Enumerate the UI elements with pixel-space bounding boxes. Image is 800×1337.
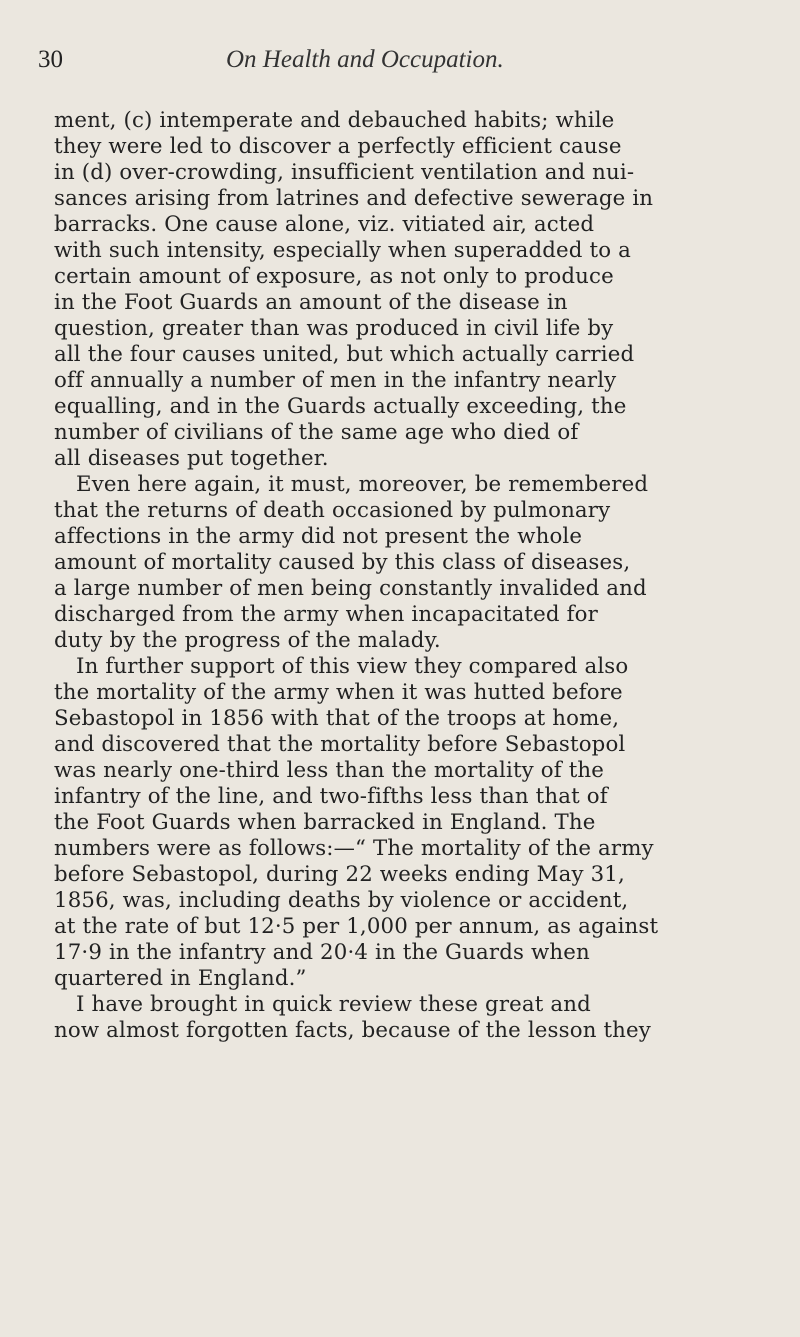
text-line: all diseases put together.	[54, 446, 329, 471]
text-line: the Foot Guards when barracked in England. The	[54, 810, 596, 835]
text-line: in (d) over-crowding, insufficient ventilation and nui-	[54, 160, 635, 185]
text-line: infantry of the line, and two-fifths less than that of	[54, 784, 608, 809]
text-line: the mortality of the army when it was hutted before	[54, 680, 623, 705]
text-line: barracks. One cause alone, viz. vitiated air, acted	[54, 212, 595, 237]
text-line: all the four causes united, but which actually carried	[54, 342, 635, 367]
text-line: number of civilians of the same age who died of	[54, 420, 579, 445]
text-line: Sebastopol in 1856 with that of the troops at home,	[54, 706, 620, 731]
text-line: duty by the progress of the malady.	[54, 628, 441, 653]
running-title: On Health and Occupation.	[226, 46, 504, 73]
text-line: affections in the army did not present the whole	[54, 524, 583, 549]
text-line: with such intensity, especially when superadded to a	[54, 238, 631, 263]
page-header	[38, 46, 758, 86]
page-number: 30	[38, 46, 63, 73]
text-line: now almost forgotten facts, because of the lesson they	[54, 1018, 651, 1043]
paragraph-start-line: Even here again, it must, moreover, be remembered	[76, 472, 649, 497]
text-line: sances arising from latrines and defective sewerage in	[54, 186, 654, 211]
text-line: quartered in England.”	[54, 966, 307, 991]
text-line: and discovered that the mortality before Sebastopol	[54, 732, 626, 757]
text-line: 1856, was, including deaths by violence or accident,	[54, 888, 629, 913]
text-line: equalling, and in the Guards actually exceeding, the	[54, 394, 627, 419]
text-line: numbers were as follows:—“ The mortality of the army	[54, 836, 654, 861]
text-line: 17·9 in the infantry and 20·4 in the Guards when	[54, 940, 590, 965]
text-line: that the returns of death occasioned by pulmonary	[54, 498, 611, 523]
text-line: they were led to discover a perfectly efficient cause	[54, 134, 622, 159]
text-line: certain amount of exposure, as not only to produce	[54, 264, 614, 289]
text-line: discharged from the army when incapacitated for	[54, 602, 598, 627]
text-line: a large number of men being constantly invalided and	[54, 576, 647, 601]
text-line: in the Foot Guards an amount of the disease in	[54, 290, 568, 315]
text-line: before Sebastopol, during 22 weeks ending May 31,	[54, 862, 625, 887]
text-line: at the rate of but 12·5 per 1,000 per annum, as against	[54, 914, 659, 939]
paragraph-start-line: In further support of this view they compared also	[76, 654, 629, 679]
text-line: was nearly one-third less than the mortality of the	[54, 758, 605, 783]
paragraph-start-line: I have brought in quick review these great and	[76, 992, 591, 1017]
text-line: question, greater than was produced in civil life by	[54, 316, 614, 341]
text-line: amount of mortality caused by this class of diseases,	[54, 550, 631, 575]
text-line: off annually a number of men in the infantry nearly	[54, 368, 617, 393]
text-line: ment, (c) intemperate and debauched habits; while	[54, 108, 615, 133]
body-text	[54, 108, 764, 1044]
